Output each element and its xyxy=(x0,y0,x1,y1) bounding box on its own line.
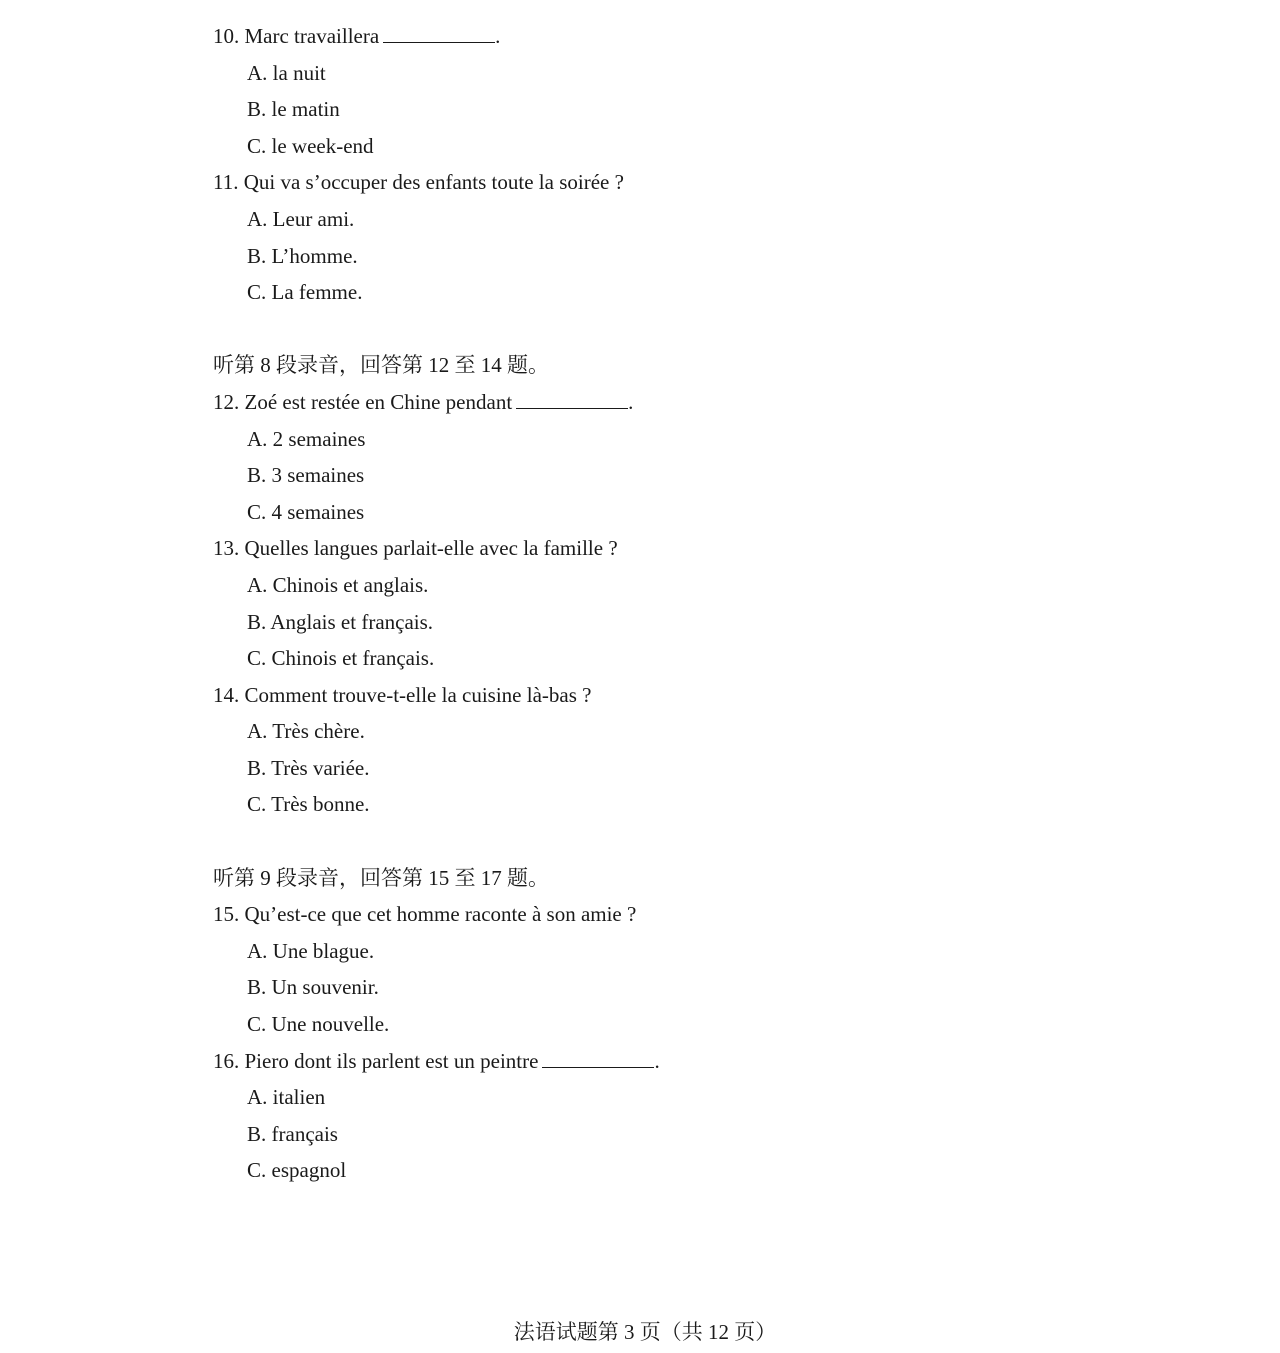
answer-option: A. 2 semaines xyxy=(247,426,366,451)
answer-option: C. Une nouvelle. xyxy=(247,1012,390,1037)
answer-option: A. Une blague. xyxy=(247,938,375,963)
question-stem xyxy=(213,896,1113,933)
answer-option: B. Un souvenir. xyxy=(247,975,379,1000)
question-stem xyxy=(213,530,1113,567)
question-stem xyxy=(213,1043,1113,1080)
question-text: 13. Quelles langues parlait-elle avec la famille ? xyxy=(213,536,618,561)
answer-option: B. L’homme. xyxy=(247,243,358,268)
answer-option: C. espagnol xyxy=(247,1158,347,1183)
question-text: 14. Comment trouve-t-elle la cuisine là-bas ? xyxy=(213,682,592,707)
section-spacer xyxy=(213,311,1113,348)
question-suffix: . xyxy=(628,389,634,414)
answer-option: B. Anglais et français. xyxy=(247,609,434,634)
answer-option: A. la nuit xyxy=(247,60,326,85)
question-stem xyxy=(213,18,1113,55)
answer-option: B. français xyxy=(247,1121,338,1146)
answer-option: C. Chinois et français. xyxy=(247,646,435,671)
answer-option: B. Très variée. xyxy=(247,755,370,780)
answer-blank xyxy=(516,390,628,409)
answer-blank xyxy=(383,24,495,43)
question-list xyxy=(213,18,1113,1189)
question-suffix: . xyxy=(654,1048,660,1073)
answer-option: A. italien xyxy=(247,1085,326,1110)
page-footer: 法语试题第 3 页（共 12 页） xyxy=(513,1320,777,1344)
answer-option: A. Chinois et anglais. xyxy=(247,572,429,597)
section-heading: 听第 8 段录音，回答第 12 至 14 题。 xyxy=(213,353,549,378)
question-text: 11. Qui va s’occuper des enfants toute la soirée ? xyxy=(213,170,624,195)
answer-option: A. Leur ami. xyxy=(247,206,355,231)
question-text: 10. Marc travaillera xyxy=(213,24,380,48)
question-suffix: . xyxy=(495,24,501,48)
section-spacer xyxy=(213,823,1113,860)
answer-option: C. 4 semaines xyxy=(247,499,365,524)
answer-option: C. Très bonne. xyxy=(247,792,370,817)
question-stem xyxy=(213,164,1113,201)
section-heading: 听第 9 段录音，回答第 15 至 17 题。 xyxy=(213,865,549,890)
answer-option: C. le week-end xyxy=(247,133,374,158)
answer-option: B. le matin xyxy=(247,97,340,122)
answer-option: C. La femme. xyxy=(247,280,363,305)
question-text: 15. Qu’est-ce que cet homme raconte à son amie ? xyxy=(213,902,637,927)
answer-blank xyxy=(542,1049,654,1068)
question-stem xyxy=(213,677,1113,714)
answer-option: A. Très chère. xyxy=(247,719,365,744)
answer-option: B. 3 semaines xyxy=(247,463,365,488)
question-text: 16. Piero dont ils parlent est un peintre xyxy=(213,1048,539,1073)
question-stem xyxy=(213,384,1113,421)
question-text: 12. Zoé est restée en Chine pendant xyxy=(213,389,513,414)
